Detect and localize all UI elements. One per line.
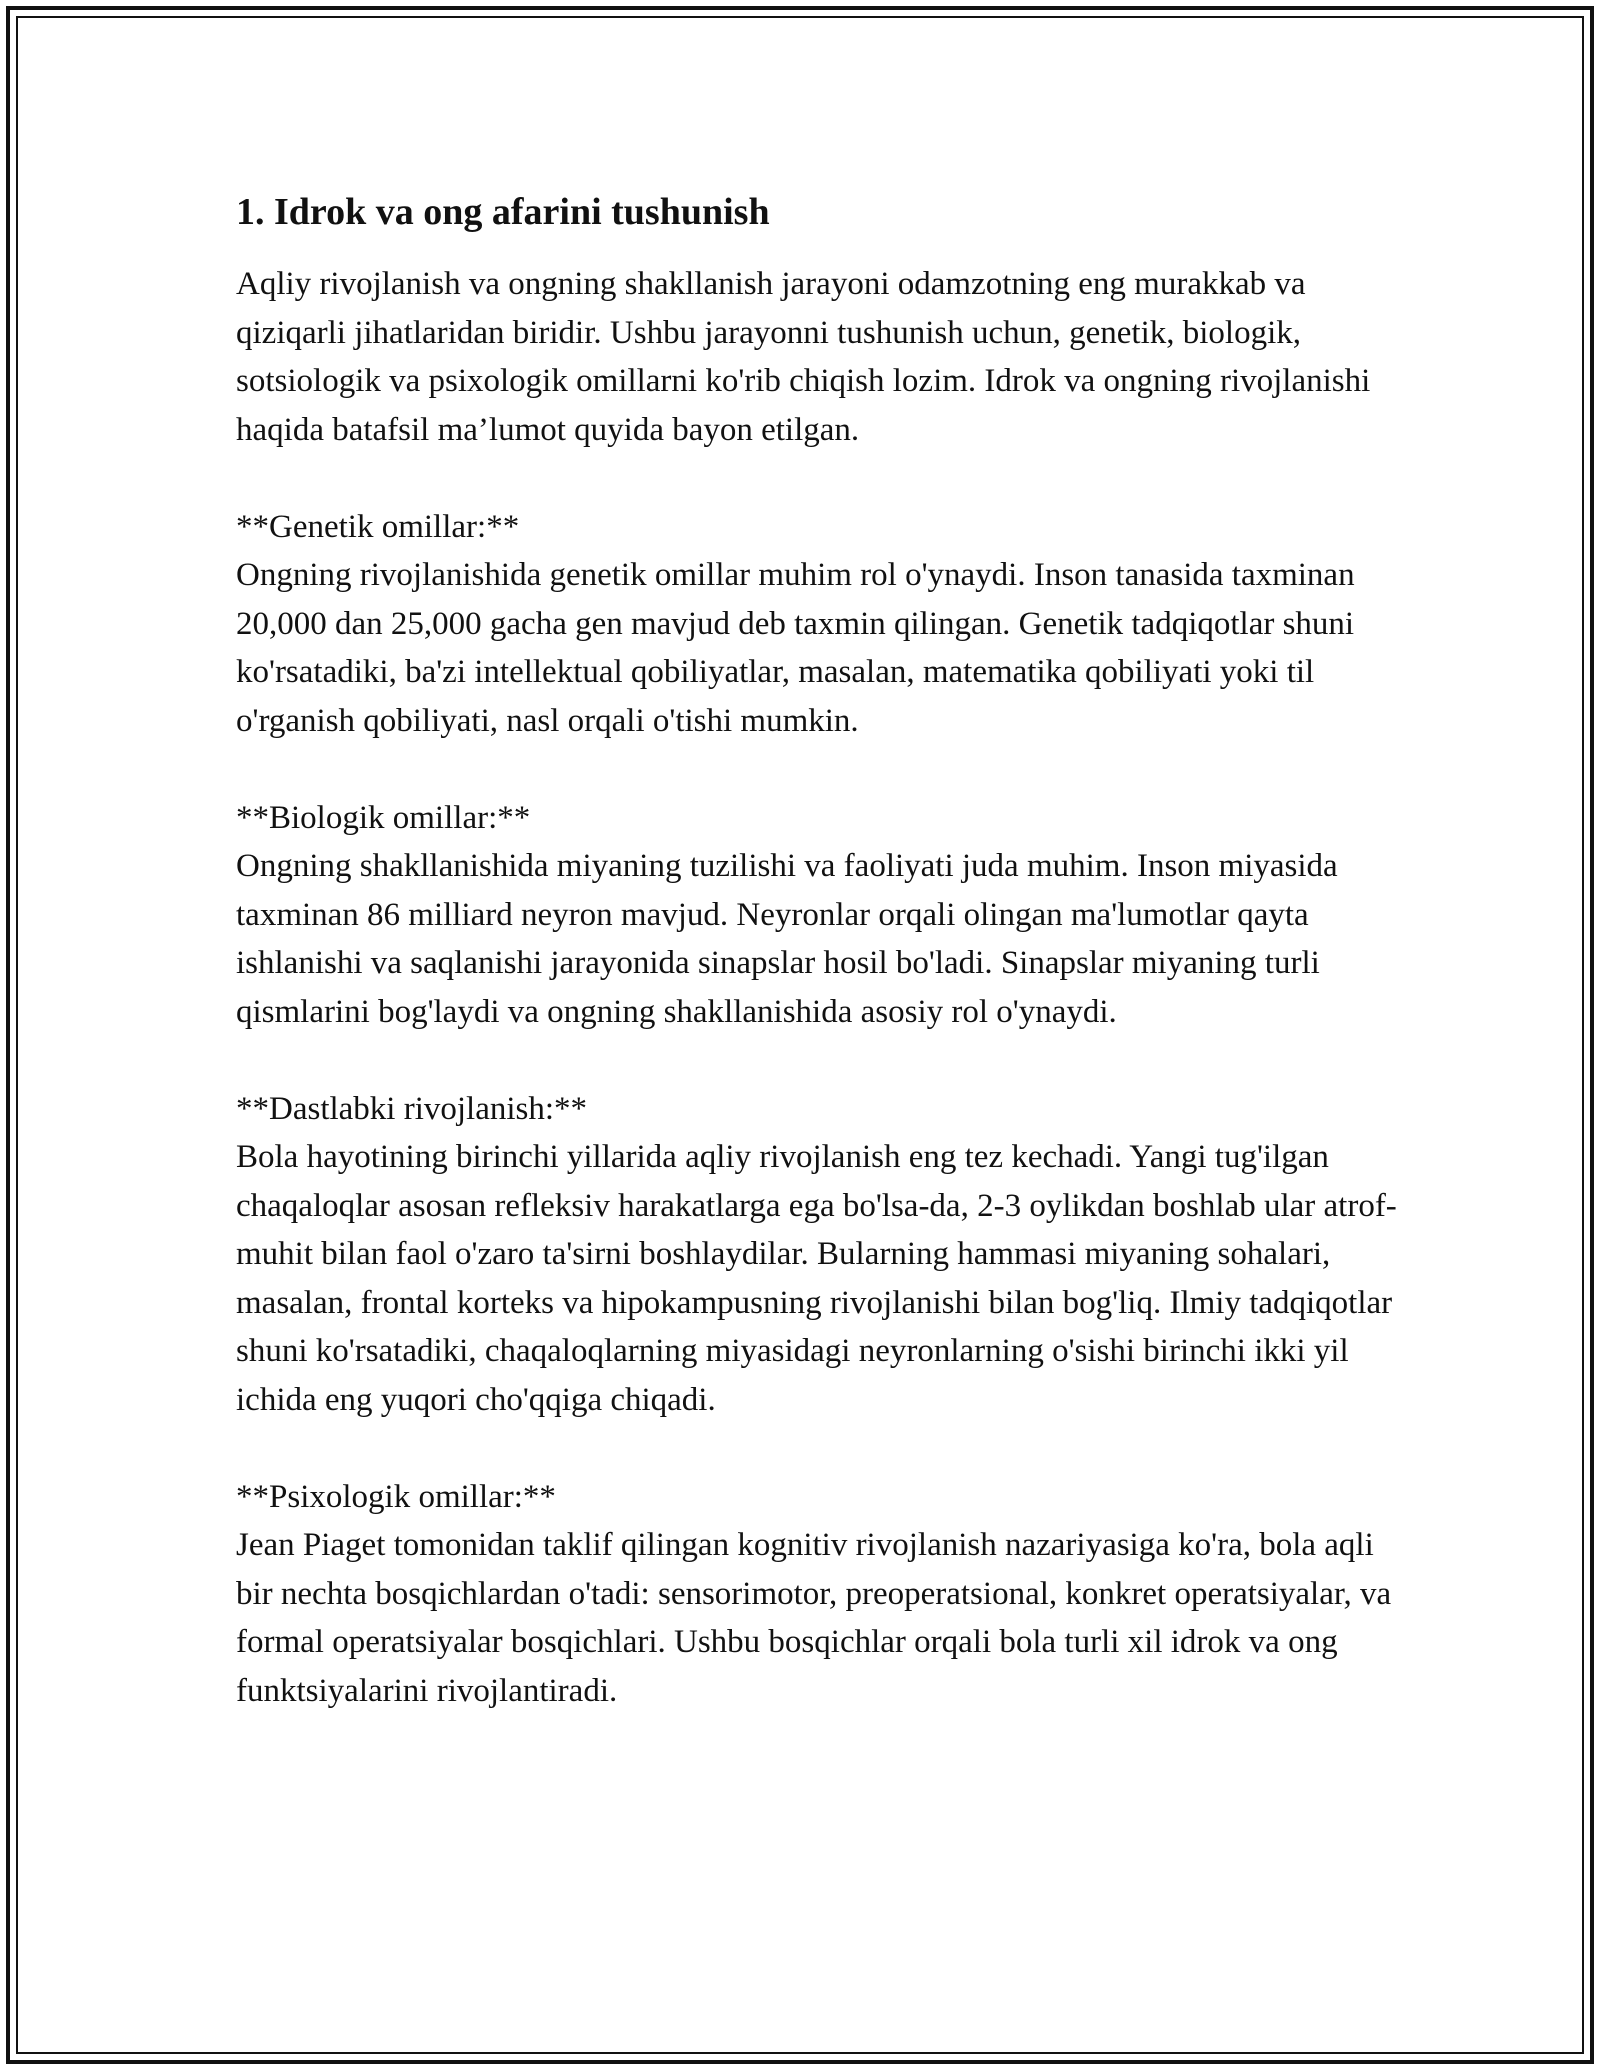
section-biologik xyxy=(236,794,1400,1037)
section-heading: **Biologik omillar:** xyxy=(236,799,531,836)
intro-paragraph: Aqliy rivojlanish va ongning shakllanish jarayoni odamzotning eng murakkab va qiziqarli jihatlaridan biridir. Ushbu jarayonni tushunish uchun, genetik, biologik, sotsiologik va psixologik omillarni ko'rib chiqish lozim. Idrok va ongning rivojlanishi haqida batafsil ma’lumot quyida bayon etilgan. xyxy=(236,266,1371,448)
section-psixologik xyxy=(236,1473,1400,1716)
section-body: Bola hayotining birinchi yillarida aqliy rivojlanish eng tez kechadi. Yangi tug'ilgan chaqaloqlar asosan refleksiv harakatlarga ega bo'lsa-da, 2-3 oylikdan boshlab ular atrof-muhit bilan faol o'zaro ta'sirni boshlaydilar. Bularning hammasi miyaning sohalari, masalan, frontal korteks va hipokampusning rivojlanishi bilan bog'liq. Ilmiy tadqiqotlar shuni ko'rsatadiki, chaqaloqlarning miyasidagi neyronlarning o'sishi birinchi ikki yil ichida eng yuqori cho'qqiga chiqadi. xyxy=(236,1139,1397,1418)
section-heading: **Dastlabki rivojlanish:** xyxy=(236,1090,588,1127)
section-heading: **Genetik omillar:** xyxy=(236,508,520,545)
section-dastlabki-rivojlanish xyxy=(236,1085,1400,1425)
section-body: Jean Piaget tomonidan taklif qilingan kognitiv rivojlanish nazariyasiga ko'ra, bola aqli bir nechta bosqichlardan o'tadi: sensorimotor, preoperatsional, konkret operatsiyalar, va formal operatsiyalar bosqichlari. Ushbu bosqichlar orqali bola turli xil idrok va ong funktsiyalarini rivojlantiradi. xyxy=(236,1527,1392,1709)
section-genetik xyxy=(236,503,1400,746)
section-body: Ongning rivojlanishida genetik omillar muhim rol o'ynaydi. Inson tanasida taxminan 20,000 dan 25,000 gacha gen mavjud deb taxmin qilingan. Genetik tadqiqotlar shuni ko'rsatadiki, ba'zi intellektual qobiliyatlar, masalan, matematika qobiliyati yoki til o'rganish qobiliyati, nasl orqali o'tishi mumkin. xyxy=(236,557,1355,739)
document-title: 1. Idrok va ong afarini tushunish xyxy=(236,191,770,233)
section-heading: **Psixologik omillar:** xyxy=(236,1478,556,1515)
section-body: Ongning shakllanishida miyaning tuzilishi va faoliyati juda muhim. Inson miyasida taxminan 86 milliard neyron mavjud. Neyronlar orqali olingan ma'lumotlar qayta ishlanishi va saqlanishi jarayonida sinapslar hosil bo'ladi. Sinapslar miyaning turli qismlarini bog'laydi va ongning shakllanishida asosiy rol o'ynaydi. xyxy=(236,848,1338,1030)
document-body xyxy=(236,186,1400,1715)
